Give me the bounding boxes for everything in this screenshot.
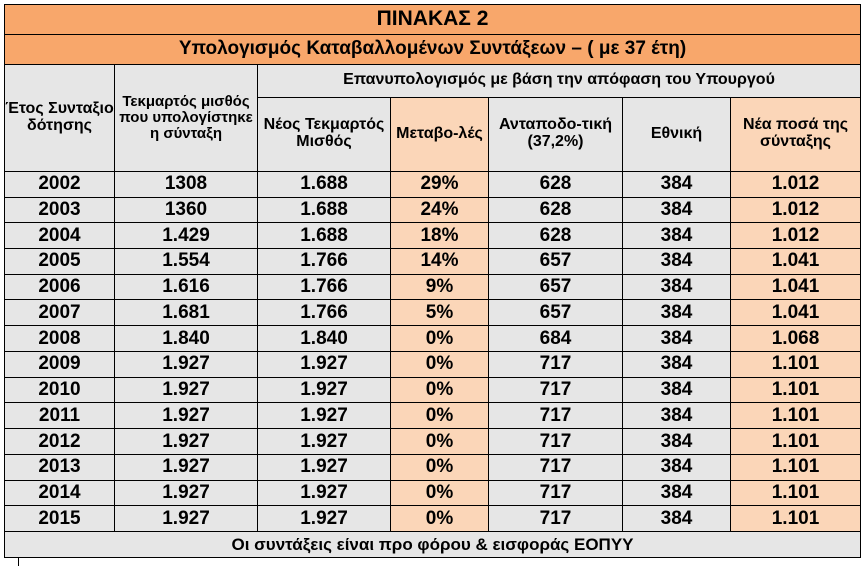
cell-new-amount: 1.101 (731, 454, 861, 480)
cell-new-presumed-salary: 1.927 (258, 454, 391, 480)
cell-contributory: 717 (489, 480, 623, 506)
cell-new-amount: 1.041 (731, 300, 861, 326)
table-subtitle: Υπολογισμός Καταβαλλομένων Συντάξεων – ( με 37 έτη) (5, 34, 861, 64)
cell-presumed-salary: 1.554 (115, 249, 258, 275)
cell-new-amount: 1.041 (731, 249, 861, 275)
header-contributory: Ανταποδο-τική (37,2%) (489, 97, 623, 171)
cell-change: 0% (391, 403, 489, 429)
cell-new-presumed-salary: 1.927 (258, 351, 391, 377)
cell-contributory: 628 (489, 223, 623, 249)
cell-new-presumed-salary: 1.766 (258, 249, 391, 275)
table-row (5, 171, 861, 197)
cell-presumed-salary: 1308 (115, 171, 258, 197)
cell-change: 0% (391, 351, 489, 377)
table-title: ΠΙΝΑΚΑΣ 2 (5, 5, 861, 35)
cell-presumed-salary: 1360 (115, 197, 258, 223)
cell-contributory: 717 (489, 454, 623, 480)
cell-presumed-salary: 1.429 (115, 223, 258, 249)
pension-table (4, 4, 861, 558)
table-row (5, 274, 861, 300)
cell-presumed-salary: 1.840 (115, 326, 258, 352)
table-row (5, 223, 861, 249)
cell-change: 0% (391, 506, 489, 532)
header-new-presumed-salary: Νέος Τεκμαρτός Μισθός (258, 97, 391, 171)
cell-national: 384 (623, 300, 731, 326)
cell-national: 384 (623, 480, 731, 506)
cell-change: 24% (391, 197, 489, 223)
cell-new-presumed-salary: 1.688 (258, 171, 391, 197)
cell-year: 2009 (5, 351, 115, 377)
cell-presumed-salary: 1.927 (115, 403, 258, 429)
cell-presumed-salary: 1.681 (115, 300, 258, 326)
cell-national: 384 (623, 403, 731, 429)
bottom-tick-mark (18, 558, 19, 566)
cell-presumed-salary: 1.927 (115, 454, 258, 480)
table-footer-note: Οι συντάξεις είναι προ φόρου & εισφοράς ΕΟΠΥΥ (5, 532, 861, 558)
cell-change: 5% (391, 300, 489, 326)
table-row (5, 429, 861, 455)
cell-new-amount: 1.101 (731, 506, 861, 532)
cell-presumed-salary: 1.927 (115, 351, 258, 377)
cell-change: 0% (391, 429, 489, 455)
cell-new-presumed-salary: 1.688 (258, 197, 391, 223)
cell-national: 384 (623, 326, 731, 352)
cell-year: 2003 (5, 197, 115, 223)
cell-new-amount: 1.041 (731, 274, 861, 300)
table-row (5, 300, 861, 326)
cell-year: 2010 (5, 377, 115, 403)
cell-year: 2014 (5, 480, 115, 506)
cell-national: 384 (623, 351, 731, 377)
cell-new-amount: 1.012 (731, 223, 861, 249)
cell-contributory: 628 (489, 197, 623, 223)
cell-contributory: 657 (489, 274, 623, 300)
table-row (5, 197, 861, 223)
cell-year: 2008 (5, 326, 115, 352)
cell-change: 0% (391, 454, 489, 480)
cell-contributory: 684 (489, 326, 623, 352)
cell-change: 0% (391, 377, 489, 403)
cell-new-presumed-salary: 1.927 (258, 403, 391, 429)
cell-contributory: 717 (489, 506, 623, 532)
cell-national: 384 (623, 377, 731, 403)
cell-national: 384 (623, 454, 731, 480)
cell-new-presumed-salary: 1.927 (258, 377, 391, 403)
cell-contributory: 717 (489, 377, 623, 403)
cell-new-presumed-salary: 1.927 (258, 480, 391, 506)
cell-new-amount: 1.012 (731, 197, 861, 223)
table-row (5, 480, 861, 506)
cell-year: 2007 (5, 300, 115, 326)
cell-new-presumed-salary: 1.766 (258, 300, 391, 326)
cell-contributory: 717 (489, 429, 623, 455)
cell-national: 384 (623, 197, 731, 223)
table-row (5, 351, 861, 377)
cell-new-amount: 1.012 (731, 171, 861, 197)
table-row (5, 377, 861, 403)
cell-year: 2002 (5, 171, 115, 197)
cell-presumed-salary: 1.616 (115, 274, 258, 300)
cell-national: 384 (623, 274, 731, 300)
table-row (5, 403, 861, 429)
cell-new-amount: 1.101 (731, 351, 861, 377)
cell-presumed-salary: 1.927 (115, 377, 258, 403)
header-year: Έτος Συνταξιο δότησης (5, 64, 115, 171)
cell-new-amount: 1.101 (731, 403, 861, 429)
table-row (5, 506, 861, 532)
cell-change: 29% (391, 171, 489, 197)
cell-year: 2011 (5, 403, 115, 429)
cell-presumed-salary: 1.927 (115, 480, 258, 506)
cell-contributory: 628 (489, 171, 623, 197)
cell-new-amount: 1.101 (731, 429, 861, 455)
cell-national: 384 (623, 249, 731, 275)
header-new-amounts: Νέα ποσά της σύνταξης (731, 97, 861, 171)
cell-change: 0% (391, 326, 489, 352)
table-row (5, 249, 861, 275)
cell-contributory: 657 (489, 249, 623, 275)
table-row (5, 326, 861, 352)
cell-new-amount: 1.068 (731, 326, 861, 352)
cell-contributory: 657 (489, 300, 623, 326)
cell-new-presumed-salary: 1.927 (258, 429, 391, 455)
cell-year: 2005 (5, 249, 115, 275)
cell-national: 384 (623, 429, 731, 455)
cell-new-amount: 1.101 (731, 480, 861, 506)
cell-new-presumed-salary: 1.766 (258, 274, 391, 300)
cell-national: 384 (623, 506, 731, 532)
cell-year: 2004 (5, 223, 115, 249)
cell-year: 2015 (5, 506, 115, 532)
header-changes: Μεταβο-λές (391, 97, 489, 171)
cell-year: 2013 (5, 454, 115, 480)
header-presumed-salary: Τεκμαρτός μισθός που υπολογίστηκε η σύνταξη (115, 64, 258, 171)
cell-new-amount: 1.101 (731, 377, 861, 403)
cell-change: 9% (391, 274, 489, 300)
table-row (5, 454, 861, 480)
cell-contributory: 717 (489, 403, 623, 429)
cell-change: 18% (391, 223, 489, 249)
cell-presumed-salary: 1.927 (115, 506, 258, 532)
cell-year: 2012 (5, 429, 115, 455)
cell-new-presumed-salary: 1.840 (258, 326, 391, 352)
cell-national: 384 (623, 223, 731, 249)
header-recalculation-group: Επανυπολογισμός με βάση την απόφαση του Υπουργού (258, 64, 861, 97)
cell-change: 14% (391, 249, 489, 275)
cell-national: 384 (623, 171, 731, 197)
cell-presumed-salary: 1.927 (115, 429, 258, 455)
cell-contributory: 717 (489, 351, 623, 377)
header-national: Εθνική (623, 97, 731, 171)
cell-new-presumed-salary: 1.927 (258, 506, 391, 532)
cell-year: 2006 (5, 274, 115, 300)
cell-new-presumed-salary: 1.688 (258, 223, 391, 249)
cell-change: 0% (391, 480, 489, 506)
